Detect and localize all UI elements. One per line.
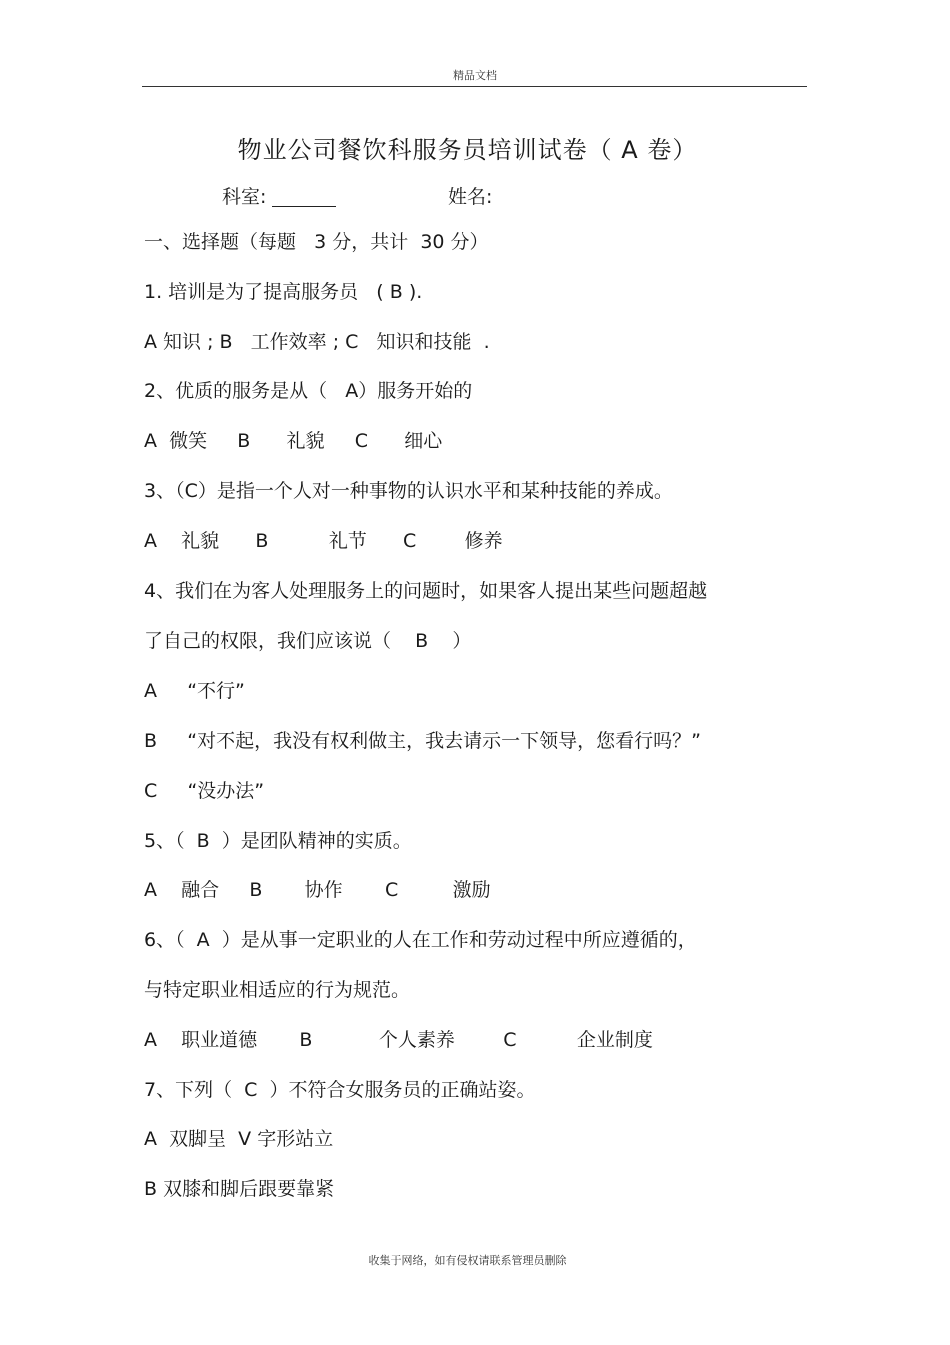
department-field <box>222 182 336 209</box>
question-line: 4、我们在为客人处理服务上的问题时，如果客人提出某些问题超越 <box>144 580 708 602</box>
options-line: A 知识 ; B 工作效率 ; C 知识和技能 . <box>144 331 490 353</box>
section-heading: 一、选择题（每题 3 分，共计 30 分） <box>144 231 489 253</box>
options-line: A 融合 B 协作 C 激励 <box>144 879 491 901</box>
option-line: A “不行” <box>144 680 245 702</box>
options-line: A 礼貌 B 礼节 C 修养 <box>144 530 503 552</box>
option-line: B 双膝和脚后跟要靠紧 <box>144 1178 335 1200</box>
name-field <box>448 182 492 209</box>
question-line-continued: 与特定职业相适应的行为规范。 <box>144 979 411 1001</box>
question-line-continued: 了自己的权限，我们应该说（ B ） <box>144 630 472 652</box>
option-line: A 双脚呈 V 字形站立 <box>144 1128 334 1150</box>
question-line: 1. 培训是为了提高服务员 ( B ). <box>144 281 423 303</box>
options-line: A 微笑 B 礼貌 C 细心 <box>144 430 443 452</box>
department-blank <box>272 188 336 207</box>
exam-title: 物业公司餐饮科服务员培训试卷（ A 卷） <box>237 136 698 164</box>
page-header: 精品文档 <box>453 69 497 82</box>
header-rule <box>142 86 807 87</box>
options-line: A 职业道德 B 个人素养 C 企业制度 <box>144 1029 653 1051</box>
question-line: 2、优质的服务是从（ A）服务开始的 <box>144 380 473 402</box>
question-line: 5、（ B ）是团队精神的实质。 <box>144 830 412 852</box>
name-label: 姓名: <box>448 186 493 208</box>
question-line: 6、（ A ）是从事一定职业的人在工作和劳动过程中所应遵循的， <box>144 929 697 951</box>
page-footer: 收集于网络，如有侵权请联系管理员删除 <box>368 1254 567 1267</box>
department-label: 科室: <box>222 186 267 208</box>
option-line: B “对不起，我没有权利做主，我去请示一下领导，您看行吗？” <box>144 730 701 752</box>
question-line: 3、（C）是指一个人对一种事物的认识水平和某种技能的养成。 <box>144 480 673 502</box>
option-line: C “没办法” <box>144 780 265 802</box>
question-line: 7、下列（ C ）不符合女服务员的正确站姿。 <box>144 1079 536 1101</box>
